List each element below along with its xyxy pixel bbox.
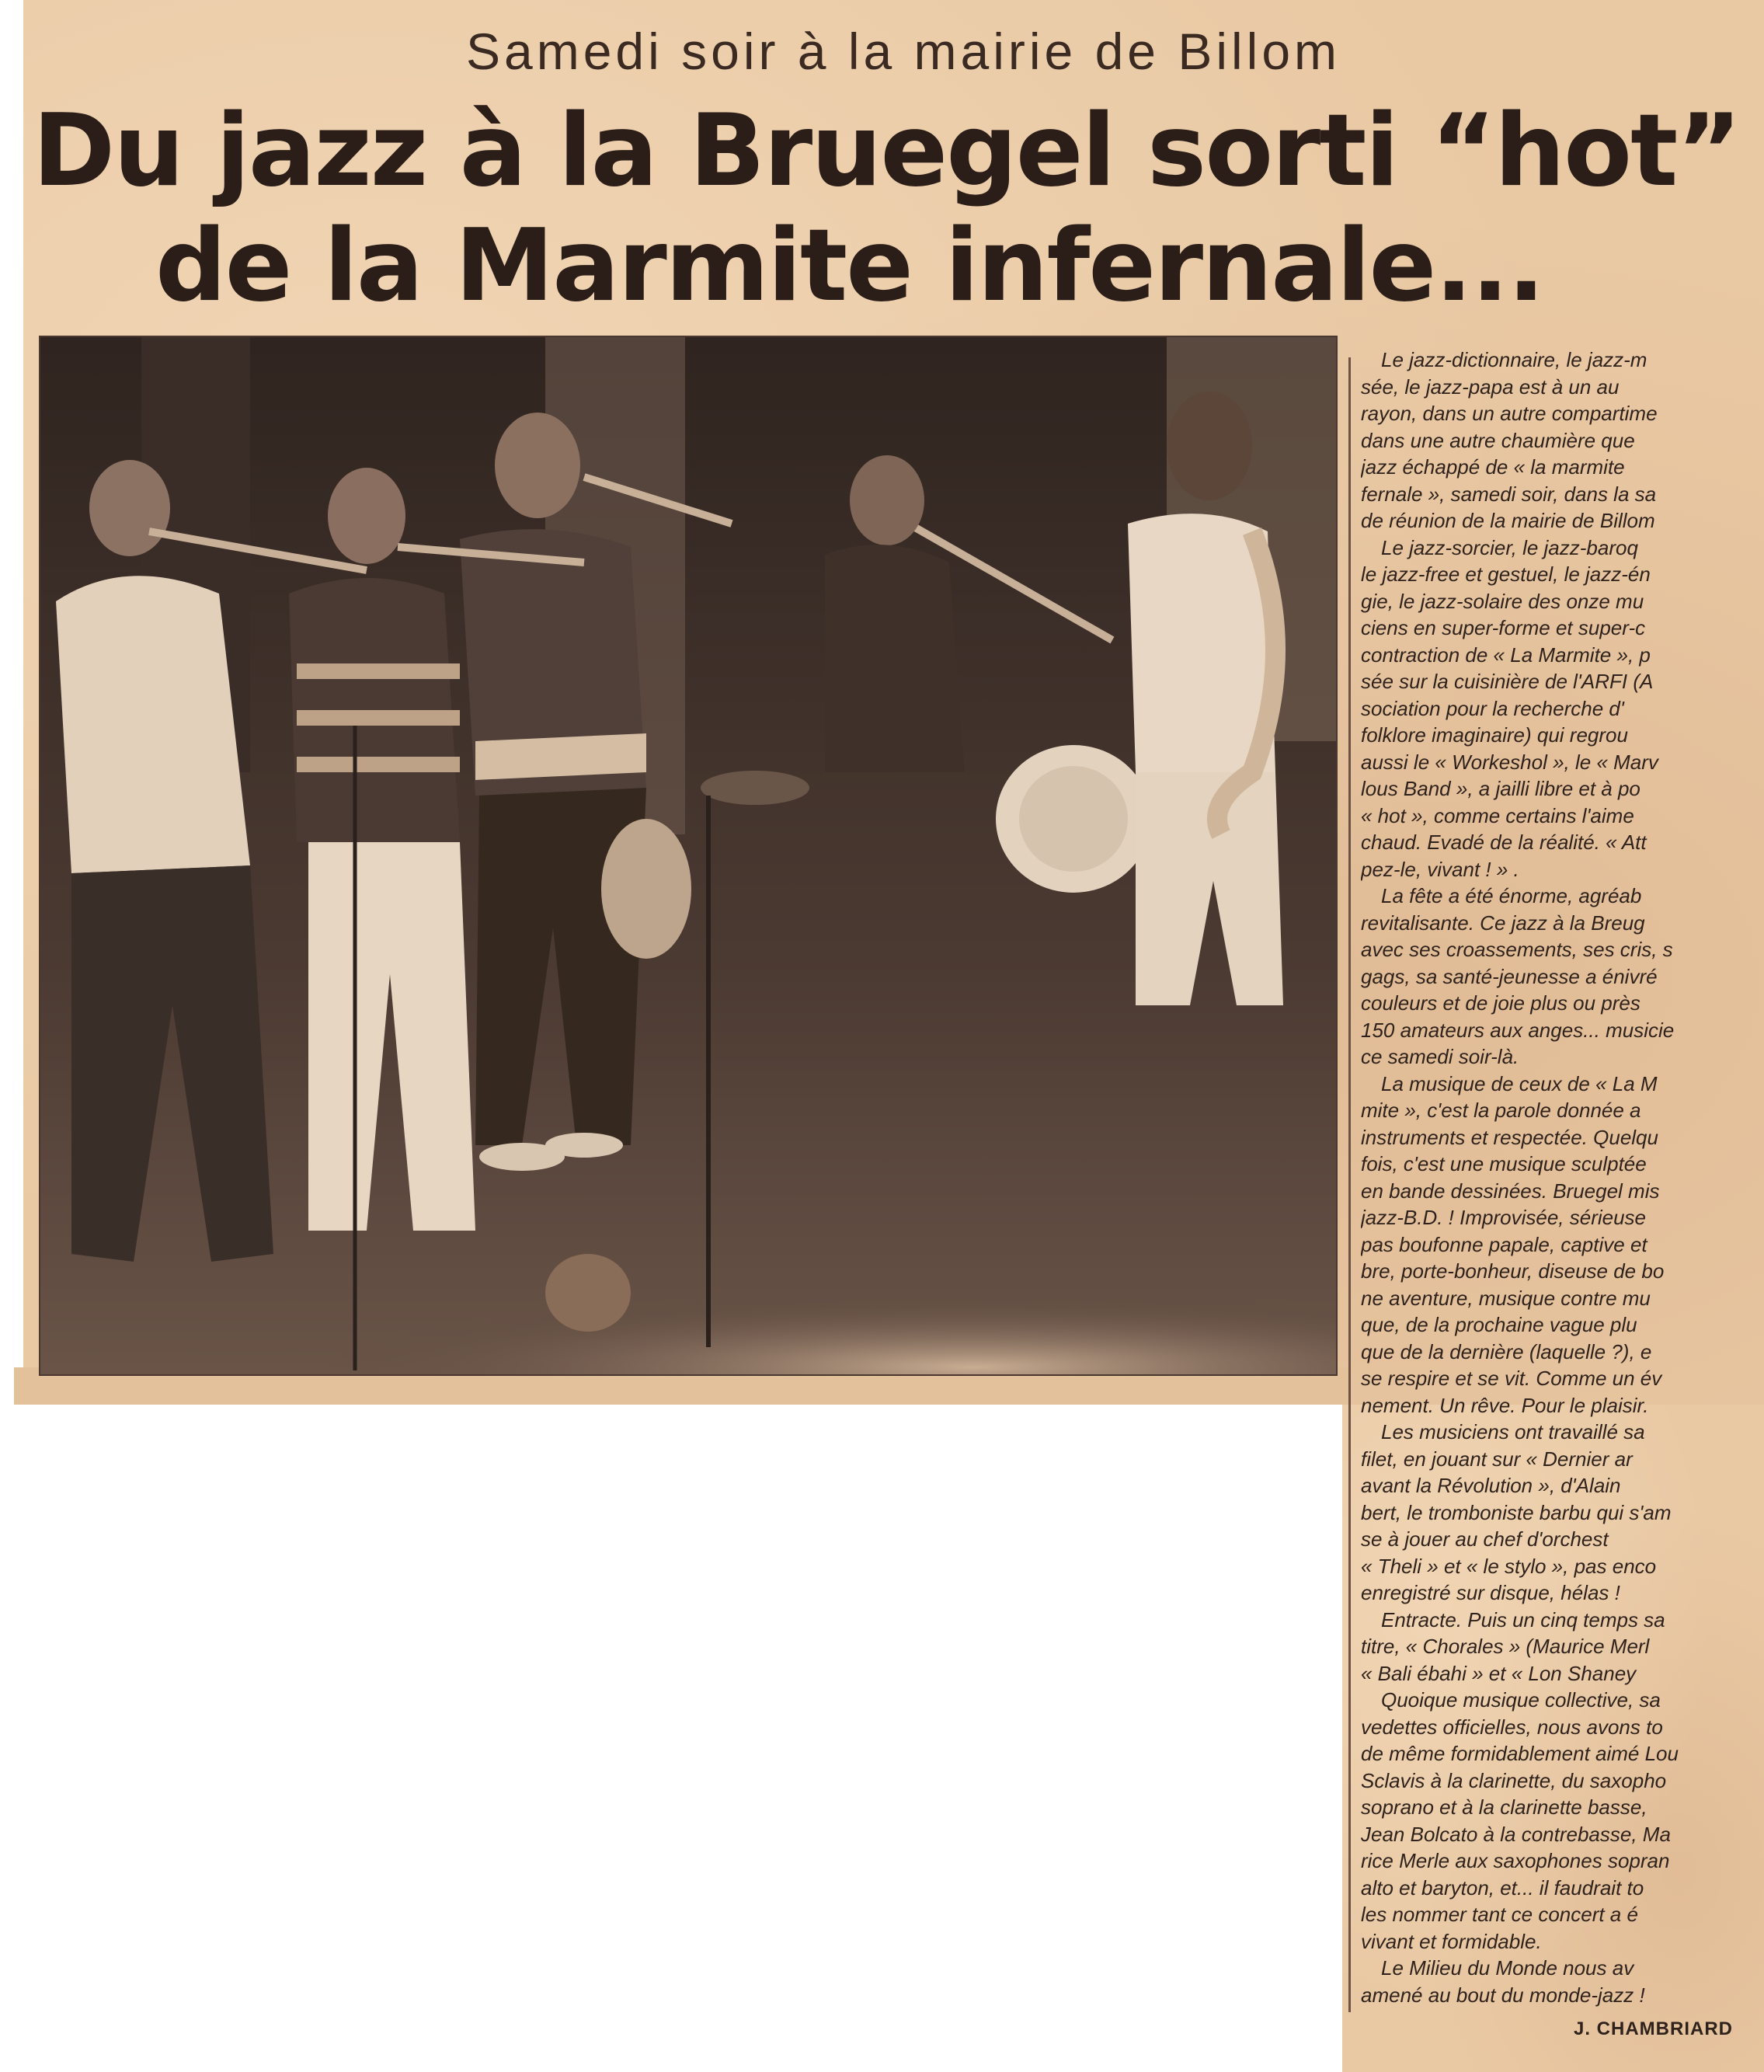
- article-line: avec ses croassements, ses cris, s: [1361, 938, 1673, 961]
- article-line: vedettes officielles, nous avons to: [1361, 1715, 1663, 1739]
- article-line: bre, porte-bonheur, diseuse de bo: [1361, 1259, 1665, 1283]
- article-line: que de la dernière (laquelle ?), e: [1361, 1339, 1652, 1363]
- article-line: Le Milieu du Monde nous av: [1381, 1956, 1634, 1980]
- article-line: chaud. Evadé de la réalité. « Att: [1361, 831, 1647, 854]
- article-line: soprano et à la clarinette basse,: [1361, 1795, 1647, 1819]
- article-line: 150 amateurs aux anges... musicie: [1361, 1018, 1675, 1042]
- article-line: Entracte. Puis un cinq temps sa: [1381, 1607, 1665, 1631]
- article-line: Le jazz-sorcier, le jazz-baroq: [1381, 535, 1638, 559]
- article-line: ne aventure, musique contre mu: [1361, 1286, 1651, 1310]
- article-line: jazz-B.D. ! Improvisée, sérieuse: [1361, 1206, 1647, 1229]
- article-line: enregistré sur disque, hélas !: [1361, 1581, 1620, 1604]
- article-line: fois, c'est une musique sculptée: [1361, 1152, 1647, 1175]
- band-photograph: [39, 336, 1338, 1376]
- kicker-headline: Samedi soir à la mairie de Billom: [466, 23, 1341, 80]
- article-line: pez-le, vivant ! » .: [1361, 857, 1519, 881]
- article-line: aussi le « Workeshol », le « Marv: [1361, 750, 1658, 774]
- article-line: « hot », comme certains l'aime: [1361, 803, 1634, 827]
- article-line: les nommer tant ce concert a é: [1361, 1903, 1638, 1926]
- article-line: que, de la prochaine vague plu: [1361, 1313, 1637, 1336]
- article-line: amené au bout du monde-jazz !: [1361, 1983, 1645, 2007]
- article-line: de même formidablement aimé Lou: [1361, 1742, 1679, 1765]
- article-line: titre, « Chorales » (Maurice Merl: [1361, 1635, 1650, 1658]
- article-line: Quoique musique collective, sa: [1381, 1688, 1661, 1712]
- article-line: La fête a été énorme, agréab: [1381, 884, 1642, 907]
- article-line: Le jazz-dictionnaire, le jazz-m: [1381, 348, 1647, 371]
- article-line: rayon, dans un autre compartime: [1361, 402, 1658, 425]
- article-line: le jazz-free et gestuel, le jazz-én: [1361, 562, 1651, 586]
- article-line: Jean Bolcato à la contrebasse, Ma: [1361, 1822, 1671, 1846]
- article-line: vivant et formidable.: [1361, 1929, 1542, 1953]
- article-line: couleurs et de joie plus ou près: [1361, 991, 1640, 1015]
- article-line: avant la Révolution », d'Alain: [1361, 1474, 1621, 1497]
- article-line: sée, le jazz-papa est à un au: [1361, 374, 1620, 399]
- article-line: instruments et respectée. Quelqu: [1361, 1125, 1658, 1149]
- article-line: dans une autre chaumière que: [1361, 428, 1635, 452]
- article-line: nement. Un rêve. Pour le plaisir.: [1361, 1393, 1649, 1417]
- article-line: filet, en jouant sur « Dernier ar: [1361, 1447, 1633, 1471]
- article-line: en bande dessinées. Bruegel mis: [1361, 1179, 1660, 1203]
- article-body: [1361, 346, 1764, 2025]
- article-line: de réunion de la mairie de Billom: [1361, 509, 1655, 532]
- article-line: ciens en super-forme et super-c: [1361, 616, 1646, 639]
- article-line: folklore imaginaire) qui regrou: [1361, 723, 1628, 747]
- article-line: lous Band », a jailli libre et à po: [1361, 777, 1640, 800]
- article-line: bert, le tromboniste barbu qui s'am: [1361, 1500, 1672, 1524]
- byline: J. CHAMBRIARD: [1574, 2018, 1733, 2039]
- article-line: pas boufonne papale, captive et: [1361, 1232, 1647, 1256]
- article-line: se respire et se vit. Comme un év: [1361, 1367, 1662, 1390]
- article-line: se à jouer au chef d'orchest: [1361, 1527, 1609, 1551]
- article-line: gags, sa santé-jeunesse a énivré: [1361, 964, 1658, 988]
- article-line: Les musiciens ont travaillé sa: [1381, 1420, 1645, 1443]
- article-line: contraction de « La Marmite », p: [1361, 642, 1651, 667]
- article-line: sée sur la cuisinière de l'ARFI (A: [1361, 670, 1654, 693]
- article-line: Sclavis à la clarinette, du saxopho: [1361, 1768, 1667, 1792]
- main-headline-line-1: Du jazz à la Bruegel sorti “hot”: [33, 93, 1741, 209]
- article-line: fernale », samedi soir, dans la sa: [1361, 482, 1657, 506]
- article-line: gie, le jazz-solaire des onze mu: [1361, 589, 1644, 613]
- article-line: La musique de ceux de « La M: [1381, 1071, 1658, 1095]
- article-line: jazz échappé de « la marmite: [1361, 455, 1625, 479]
- article-line: sociation pour la recherche d': [1361, 696, 1624, 720]
- article-line: alto et baryton, et... il faudrait to: [1361, 1875, 1644, 1900]
- article-line: revitalisante. Ce jazz à la Breug: [1361, 911, 1645, 935]
- article-line: rice Merle aux saxophones sopran: [1361, 1849, 1670, 1872]
- column-rule: [1348, 357, 1351, 2012]
- article-line: mite », c'est la parole donnée a: [1361, 1099, 1641, 1122]
- main-headline-line-2: de la Marmite infernale...: [155, 208, 1544, 324]
- article-line: ce samedi soir-là.: [1361, 1045, 1519, 1068]
- article-line: « Theli » et « le stylo », pas enco: [1361, 1554, 1657, 1578]
- article-line: « Bali ébahi » et « Lon Shaney: [1361, 1661, 1637, 1685]
